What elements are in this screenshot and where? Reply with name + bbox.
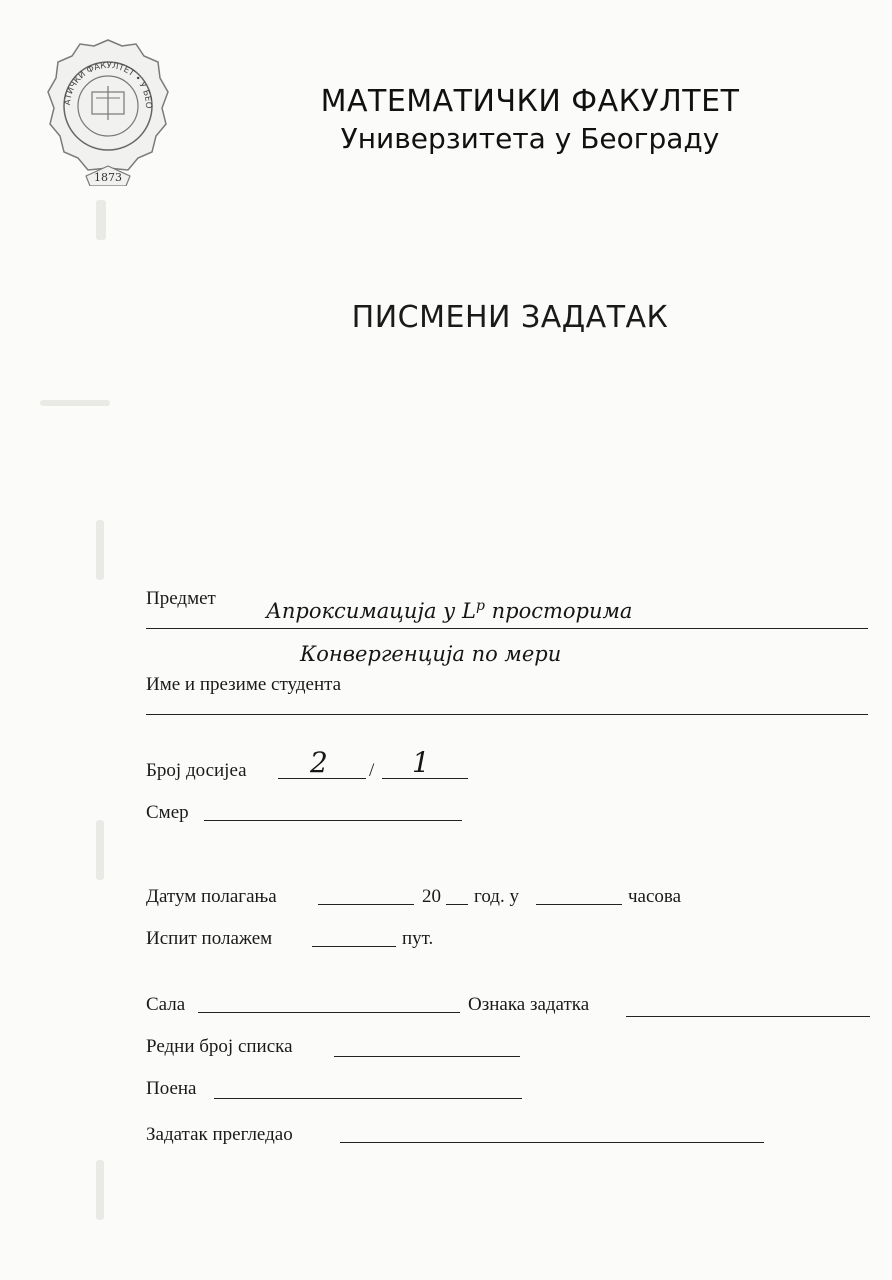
task-mark-line[interactable]	[626, 1016, 870, 1017]
hours-label: часова	[628, 886, 682, 907]
scan-smudge	[40, 400, 110, 406]
room-label: Сала	[146, 994, 186, 1015]
list-number-label: Редни број списка	[146, 1036, 293, 1057]
subject-value-line1[interactable]: Апроксимација у $L^p$ просторима	[266, 598, 633, 623]
exam-time-line[interactable]	[536, 904, 622, 905]
major-line[interactable]	[204, 820, 462, 821]
reviewed-by-label: Задатак прегледао	[146, 1124, 293, 1145]
exam-year-line[interactable]	[446, 904, 468, 905]
dossier-number-value[interactable]: 2	[310, 746, 328, 779]
university-name: Универзитета у Београду	[340, 122, 720, 155]
major-label: Смер	[146, 802, 189, 823]
university-seal-icon	[44, 36, 172, 186]
dossier-separator: /	[369, 760, 375, 781]
subject-label: Предмет	[146, 588, 216, 609]
document-title: ПИСМЕНИ ЗАДАТАК	[351, 300, 669, 335]
list-number-line[interactable]	[334, 1056, 520, 1057]
year-suffix: год. у	[474, 886, 519, 907]
scan-smudge	[96, 820, 104, 880]
points-label: Поена	[146, 1078, 197, 1099]
faculty-header	[270, 84, 790, 158]
year-prefix: 20	[422, 886, 441, 907]
seal-ring-text: АТИЧКИ ФАКУЛТЕТ • У БЕО	[62, 60, 154, 109]
seal-year: 1873	[94, 171, 122, 184]
subject-line[interactable]	[146, 628, 868, 629]
attempt-label: Испит полажем	[146, 928, 273, 949]
dossier-label: Број досијеа	[146, 760, 247, 781]
attempt-suffix: пут.	[402, 928, 434, 949]
points-line[interactable]	[214, 1098, 522, 1099]
scan-smudge	[96, 520, 104, 580]
student-name-label: Име и презиме студента	[146, 674, 342, 695]
attempt-line[interactable]	[312, 946, 396, 947]
scan-smudge	[96, 200, 106, 240]
exam-date-label: Датум полагања	[146, 886, 277, 907]
reviewed-by-line[interactable]	[340, 1142, 764, 1143]
subject-value-line2[interactable]: Конвергенција по мери	[300, 642, 562, 666]
faculty-name: МАТЕМАТИЧКИ ФАКУЛТЕТ	[320, 84, 740, 119]
dossier-year-value[interactable]: 1	[412, 746, 430, 779]
scan-smudge	[96, 1160, 104, 1220]
student-name-line[interactable]	[146, 714, 868, 715]
task-mark-label: Ознака задатка	[468, 994, 590, 1015]
exam-date-line[interactable]	[318, 904, 414, 905]
room-line[interactable]	[198, 1012, 460, 1013]
